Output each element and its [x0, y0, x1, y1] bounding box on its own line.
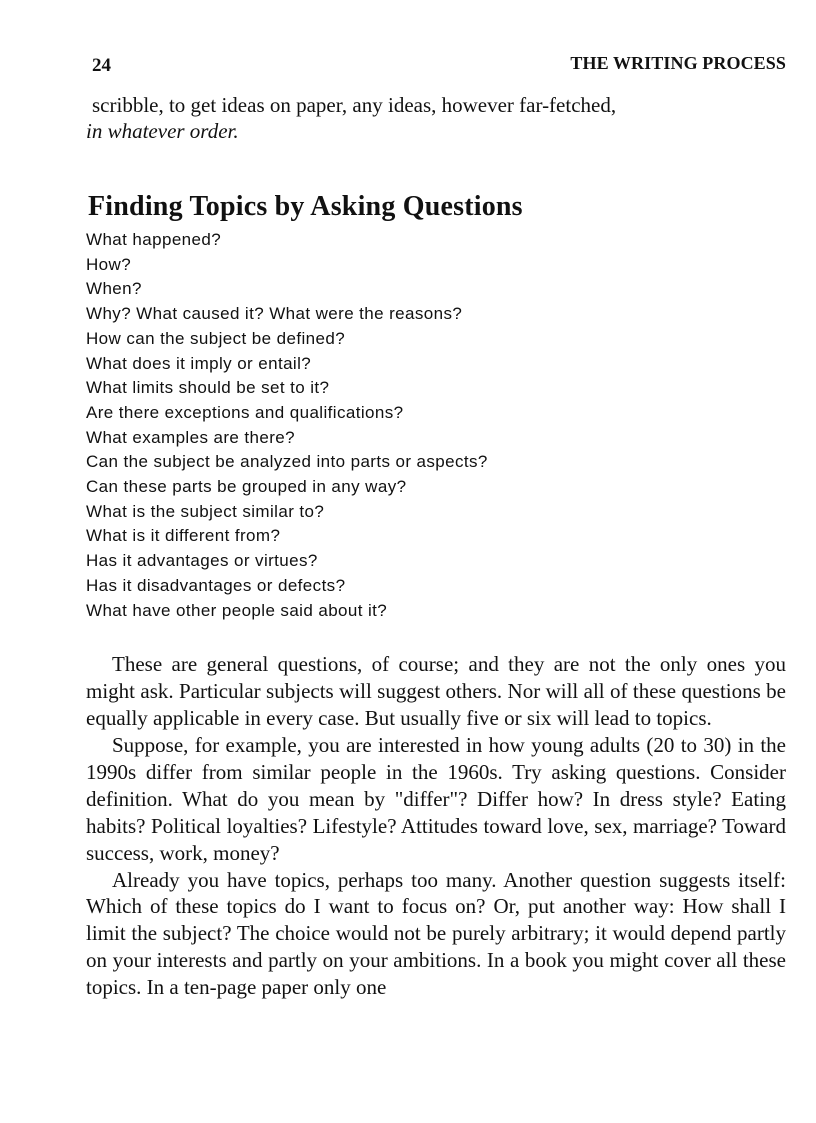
carry-over-line: scribble, to get ideas on paper, any ideas, however far-fetched,	[92, 93, 617, 117]
question-list	[86, 228, 786, 623]
question-item: When?	[86, 279, 142, 299]
question-item: What is it different from?	[86, 526, 281, 546]
carry-over-text	[86, 92, 786, 144]
question-item: How can the subject be defined?	[86, 328, 346, 348]
question-item: Are there exceptions and qualifications?	[86, 402, 404, 422]
book-page	[86, 52, 786, 1001]
running-head	[86, 52, 786, 80]
question-item: Has it disadvantages or defects?	[86, 575, 346, 595]
question-item: Can these parts be grouped in any way?	[86, 477, 407, 497]
paragraph: Suppose, for example, you are interested in how young adults (20 to 30) in the 1990s differ from similar people in the 1960s. Try asking questions. Consider definition. What do you mean by "differ"? Differ how? In dress style? Eating habits? Political loyalties? Lifestyle? Attitudes toward love, sex, marriage? Toward success, work, money?	[86, 732, 786, 865]
question-item: What is the subject similar to?	[86, 501, 325, 521]
question-item: What have other people said about it?	[86, 600, 388, 620]
question-item: Why? What caused it? What were the reasons?	[86, 304, 463, 324]
question-item: What happened?	[86, 230, 222, 249]
question-item: How?	[86, 254, 132, 274]
page-number: 24	[92, 55, 111, 76]
question-item: Can the subject be analyzed into parts or aspects?	[86, 452, 488, 472]
question-item: What limits should be set to it?	[86, 378, 330, 398]
body-text	[86, 651, 786, 1001]
paragraph: Already you have topics, perhaps too many. Another question suggests itself: Which of these topics do I want to focus on? Or, put another way: How shall I limit the subject? The choice would not be purely arbitrary; it would depend partly on your interests and partly on your ambitions. In a book you might cover all these topics. In a ten-page paper only one	[86, 867, 786, 1000]
question-item: Has it advantages or virtues?	[86, 551, 318, 571]
question-item: What does it imply or entail?	[86, 353, 312, 373]
question-item: What examples are there?	[86, 427, 295, 447]
paragraph: These are general questions, of course; and they are not the only ones you might ask. Particular subjects will suggest others. Nor will all of these questions be equally applicable in every case. But usually five or six will lead to topics.	[86, 652, 786, 731]
carry-over-italic: in whatever order.	[86, 119, 239, 143]
section-heading: Finding Topics by Asking Questions	[88, 191, 523, 222]
running-title: THE WRITING PROCESS	[570, 53, 786, 73]
